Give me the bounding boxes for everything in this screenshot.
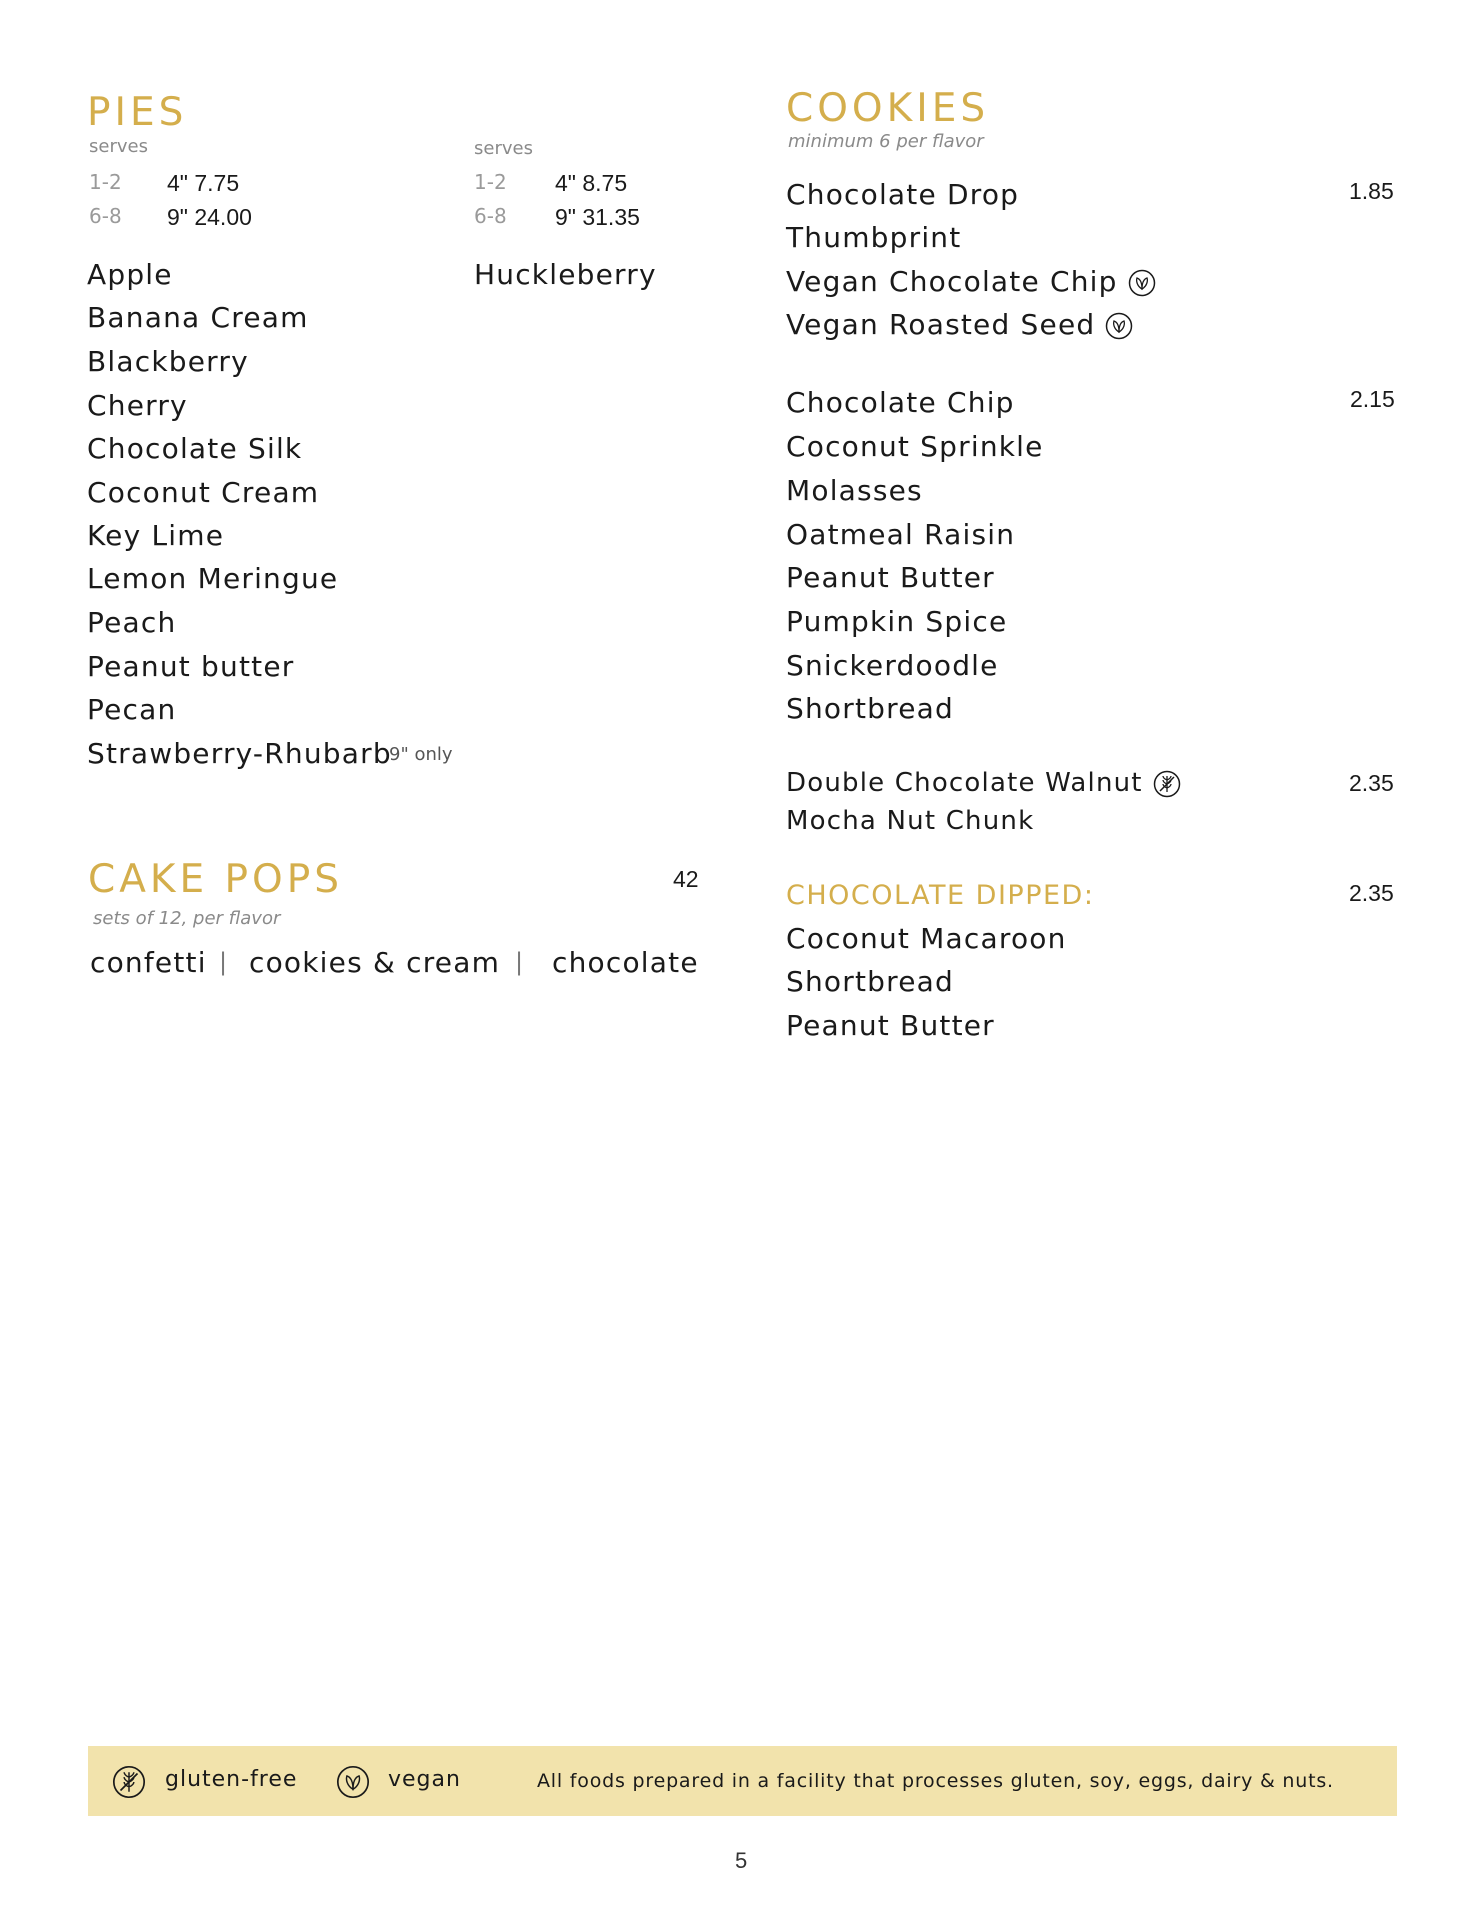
size-price: 4" 7.75 [167,170,240,196]
cake-pops-note: sets of 12, per flavor [93,908,281,929]
pie-item: Blackberry [87,345,249,378]
cookie-item-label: Vegan Chocolate Chip [786,265,1118,298]
chocolate-dipped-price: 2.35 [1349,880,1394,906]
leaf-icon [1105,312,1133,340]
cookies-price-group2: 2.15 [1350,386,1395,412]
flavor-separator: | [515,948,524,976]
cookie-item: Chocolate Chip [786,386,1015,419]
wheat-slash-icon [112,1765,146,1799]
pie-item: Banana Cream [87,301,309,334]
cookie-item: Molasses [786,474,923,507]
wheat-slash-icon [1153,770,1181,798]
dipped-item: Peanut Butter [786,1009,995,1042]
cookie-item-label: Double Chocolate Walnut [786,768,1143,798]
chocolate-dipped-heading: CHOCOLATE DIPPED: [786,880,1095,911]
cookies-heading: COOKIES [786,86,990,131]
pie-item: Peanut butter [87,650,295,683]
leaf-icon [336,1765,370,1799]
cake-pops-price: 42 [673,866,699,892]
flavor-separator: | [219,948,228,976]
leaf-icon [1128,269,1156,297]
pie-item: Cherry [87,389,188,422]
size-price: 4" 8.75 [555,170,628,196]
size-serves: 1-2 [89,170,122,194]
cookie-item: Coconut Sprinkle [786,430,1044,463]
dipped-item: Shortbread [786,965,954,998]
cookie-item: Snickerdoodle [786,649,999,682]
pie-item: Apple [87,258,173,291]
page-number: 5 [735,1848,748,1873]
cookie-item-vegan [786,265,1156,298]
cookie-item-vegan [786,308,1133,341]
cookie-item: Pumpkin Spice [786,605,1008,638]
pie-item: Peach [87,606,177,639]
cookies-price-group3: 2.35 [1349,770,1394,796]
cookie-item: Peanut Butter [786,561,995,594]
dipped-item: Coconut Macaroon [786,922,1067,955]
pie-item: Strawberry-Rhubarb [87,737,392,770]
vegan-legend: vegan [388,1767,461,1792]
size-price: 9" 24.00 [167,204,252,230]
footer-legend-bar [88,1746,1397,1816]
pie-item: Pecan [87,693,177,726]
serves-label-left: serves [89,136,148,157]
flavor-chocolate: chocolate [552,946,699,979]
size-serves: 6-8 [89,204,122,228]
size-price: 9" 31.35 [555,204,640,230]
cake-pops-heading: CAKE POPS [88,857,344,902]
size-serves: 6-8 [474,204,507,228]
nine-inch-only-note: 9" only [389,744,453,765]
cookie-item-label: Vegan Roasted Seed [786,308,1096,341]
gluten-free-legend: gluten-free [165,1767,298,1792]
pie-item: Lemon Meringue [87,562,339,595]
cookie-item: Mocha Nut Chunk [786,806,1035,836]
cookie-item: Oatmeal Raisin [786,518,1016,551]
pie-item: Key Lime [87,519,225,552]
serves-label-right: serves [474,138,533,159]
flavor-confetti: confetti [90,946,207,979]
allergen-note: All foods prepared in a facility that processes gluten, soy, eggs, dairy & nuts. [537,1770,1334,1792]
cookie-item: Thumbprint [786,221,962,254]
pies-heading: PIES [87,90,188,135]
cookie-item: Shortbread [786,692,954,725]
cookie-item: Chocolate Drop [786,178,1020,211]
size-serves: 1-2 [474,170,507,194]
pie-item: Huckleberry [474,258,657,291]
cookie-item-gluten-free [786,768,1181,798]
cookies-note: minimum 6 per flavor [788,131,984,152]
flavor-cookies-cream: cookies & cream [249,946,501,979]
pie-item: Coconut Cream [87,476,320,509]
pie-item: Chocolate Silk [87,432,303,465]
cookies-price-group1: 1.85 [1349,178,1394,204]
